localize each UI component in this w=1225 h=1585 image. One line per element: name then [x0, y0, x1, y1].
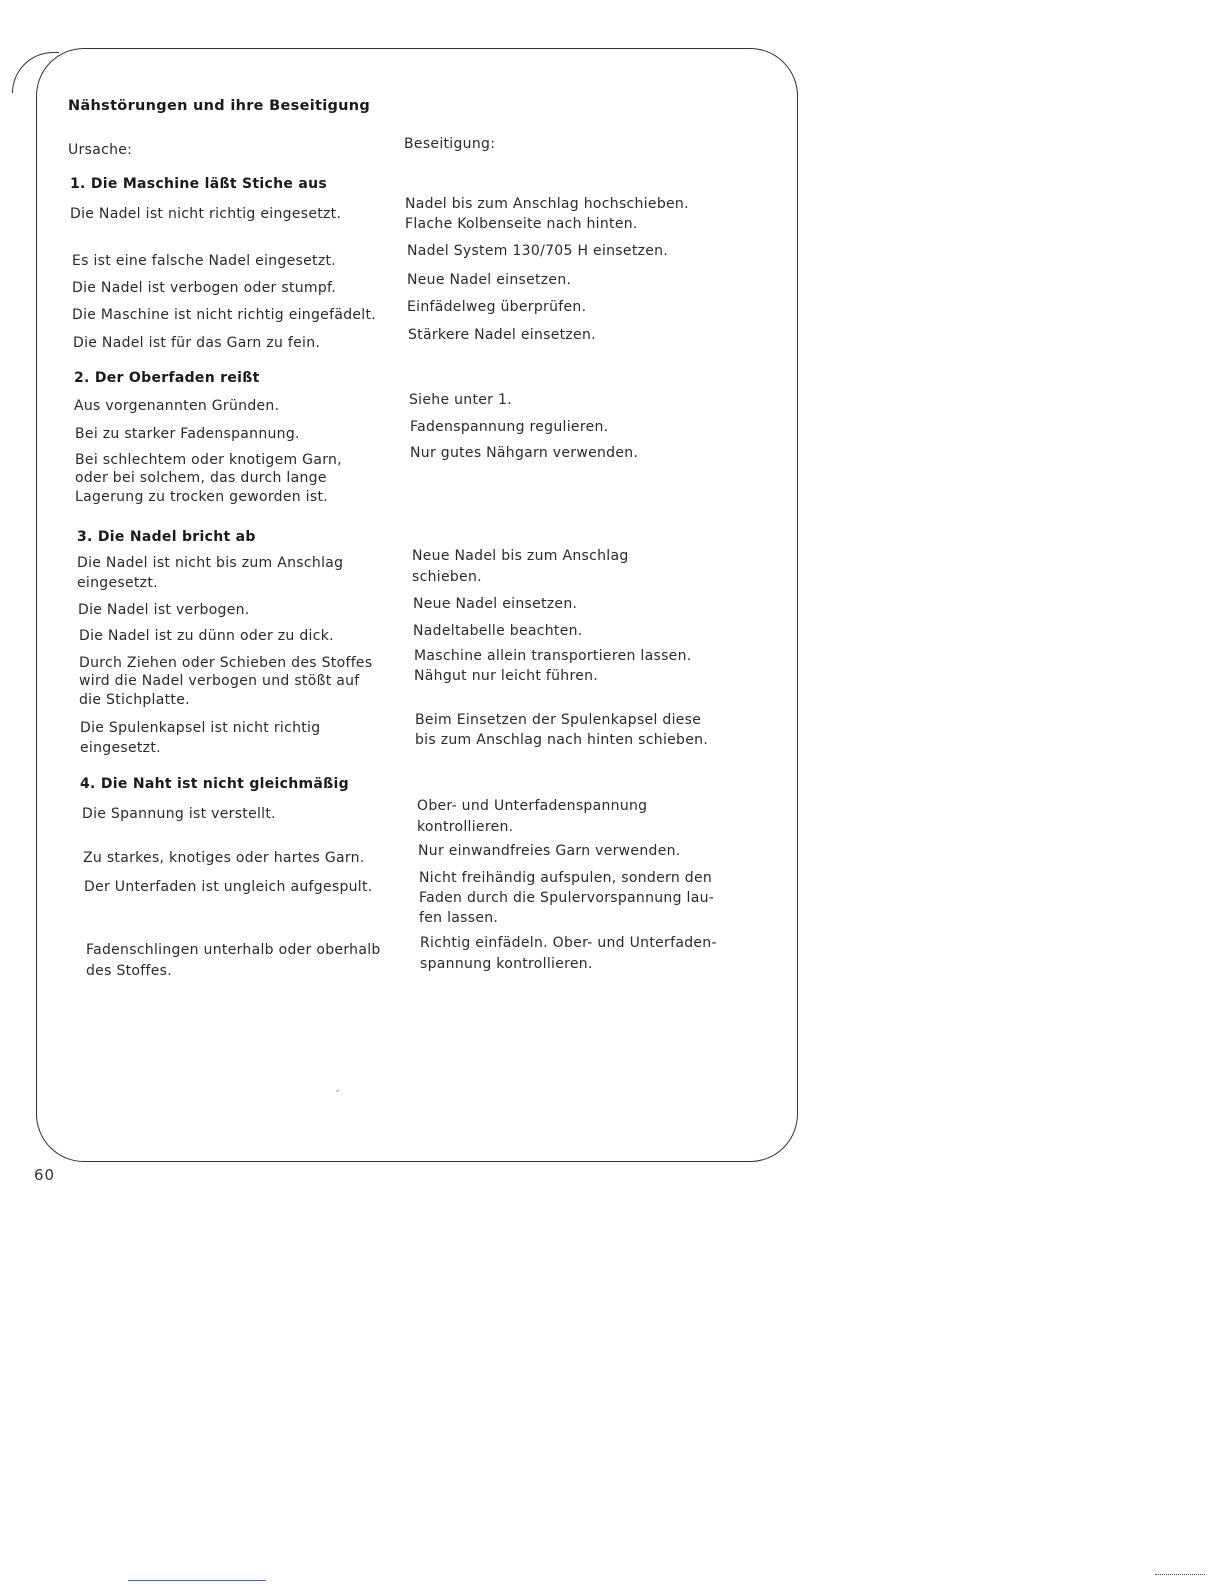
fix-text: Siehe unter 1. — [409, 392, 512, 408]
fix-text: Richtig einfädeln. Ober- und Unterfaden- — [420, 935, 717, 951]
cause-text: Durch Ziehen oder Schieben des Stoffes — [79, 655, 373, 671]
fix-text: Nur einwandfreies Garn verwenden. — [418, 843, 681, 859]
fix-text: Einfädelweg überprüfen. — [407, 299, 587, 315]
cause-text: Die Spulenkapsel ist nicht richtig — [80, 720, 321, 736]
cause-text: eingesetzt. — [80, 740, 161, 756]
fix-text: Fadenspannung regulieren. — [410, 419, 609, 435]
cause-text: Die Spannung ist verstellt. — [82, 806, 276, 822]
cause-text: Die Nadel ist für das Garn zu fein. — [73, 335, 321, 351]
fix-text: Nähgut nur leicht führen. — [414, 668, 599, 684]
fix-text: Nadel bis zum Anschlag hochschieben. — [405, 196, 689, 212]
cause-text: Die Nadel ist verbogen oder stumpf. — [72, 280, 336, 296]
fix-text: Nur gutes Nähgarn verwenden. — [410, 445, 639, 461]
column-header-fix: Beseitigung: — [404, 136, 496, 152]
cause-text: Die Nadel ist nicht richtig eingesetzt. — [70, 206, 342, 222]
fix-text: Neue Nadel einsetzen. — [407, 272, 572, 288]
fix-text: Neue Nadel bis zum Anschlag — [412, 548, 629, 564]
cause-text: Lagerung zu trocken geworden ist. — [75, 489, 329, 505]
scan-artifact-line — [128, 1580, 266, 1581]
cause-text: oder bei solchem, das durch lange — [75, 470, 327, 486]
fix-text: spannung kontrollieren. — [420, 956, 593, 972]
fix-text: schieben. — [412, 569, 482, 585]
fix-text: kontrollieren. — [417, 819, 514, 835]
scan-speck: ˇ — [335, 1090, 340, 1101]
cause-text: Bei schlechtem oder knotigem Garn, — [75, 452, 342, 468]
fix-text: fen lassen. — [419, 910, 499, 926]
fix-text: bis zum Anschlag nach hinten schieben. — [415, 732, 709, 748]
cause-text: Die Nadel ist zu dünn oder zu dick. — [79, 628, 334, 644]
fix-text: Beim Einsetzen der Spulenkapsel diese — [415, 712, 702, 728]
fix-text: Maschine allein transportieren lassen. — [414, 648, 692, 664]
cause-text: Aus vorgenannten Gründen. — [74, 398, 280, 414]
section-3-heading: 3. Die Nadel bricht ab — [77, 529, 256, 545]
cause-text: Der Unterfaden ist ungleich aufgespult. — [84, 879, 373, 895]
cause-text: Zu starkes, knotiges oder hartes Garn. — [83, 850, 365, 866]
cause-text: Es ist eine falsche Nadel eingesetzt. — [72, 253, 337, 269]
section-4-heading: 4. Die Naht ist nicht gleichmäßig — [80, 776, 349, 792]
page-title: Nähstörungen und ihre Beseitigung — [68, 98, 371, 114]
scan-artifact-line — [1155, 1574, 1205, 1575]
cause-text: wird die Nadel verbogen und stößt auf — [79, 673, 360, 689]
fix-text: Stärkere Nadel einsetzen. — [408, 327, 596, 343]
fix-text: Nadel System 130/705 H einsetzen. — [407, 243, 669, 259]
fix-text: Nicht freihändig aufspulen, sondern den — [419, 870, 713, 886]
column-header-cause: Ursache: — [68, 142, 133, 158]
page-number: 60 — [34, 1166, 56, 1184]
cause-text: Die Nadel ist nicht bis zum Anschlag — [77, 555, 344, 571]
cause-text: Bei zu starker Fadenspannung. — [75, 426, 300, 442]
section-2-heading: 2. Der Oberfaden reißt — [74, 370, 260, 386]
cause-text: die Stichplatte. — [79, 692, 190, 708]
cause-text: eingesetzt. — [77, 575, 158, 591]
fix-text: Ober- und Unterfadenspannung — [417, 798, 648, 814]
fix-text: Faden durch die Spulervorspannung lau- — [419, 890, 715, 906]
fix-text: Neue Nadel einsetzen. — [413, 596, 578, 612]
cause-text: Fadenschlingen unterhalb oder oberhalb — [86, 942, 381, 958]
section-1-heading: 1. Die Maschine läßt Stiche aus — [70, 176, 327, 192]
cause-text: des Stoffes. — [86, 963, 173, 979]
fix-text: Nadeltabelle beachten. — [413, 623, 583, 639]
cause-text: Die Nadel ist verbogen. — [78, 602, 250, 618]
cause-text: Die Maschine ist nicht richtig eingefädelt. — [72, 307, 377, 323]
fix-text: Flache Kolbenseite nach hinten. — [405, 216, 638, 232]
border-corner-hook — [12, 52, 59, 93]
